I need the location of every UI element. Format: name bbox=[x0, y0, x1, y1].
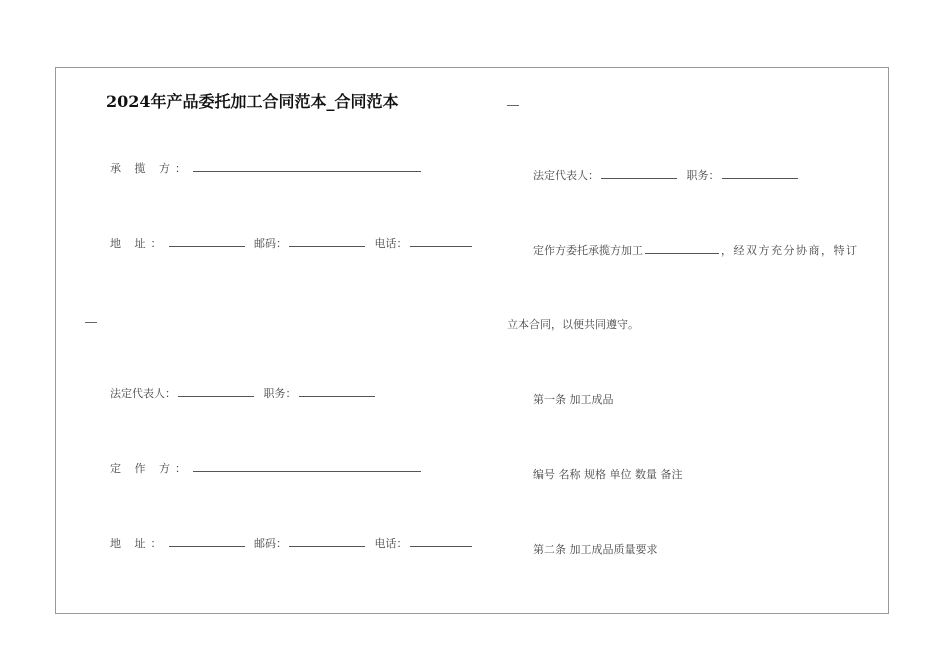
position-blank bbox=[722, 168, 798, 179]
phone2-label: 电话： bbox=[374, 537, 408, 550]
rep-blank bbox=[601, 168, 677, 179]
rep-label: 法定代表人： bbox=[110, 387, 176, 400]
article-1 bbox=[533, 393, 614, 407]
table-header-text: 编号 名称 规格 单位 数量 备注 bbox=[533, 468, 683, 481]
contractor-address-line bbox=[110, 236, 474, 251]
decorative-dash bbox=[85, 322, 97, 323]
address-blank bbox=[169, 236, 245, 247]
article-1-heading: 第一条 加工成品 bbox=[533, 393, 614, 406]
left-rep-line bbox=[110, 386, 377, 401]
contractor-label: 承 揽 方： bbox=[110, 162, 191, 175]
position-blank bbox=[299, 386, 375, 397]
postcode2-label: 邮码： bbox=[254, 537, 287, 550]
table-header bbox=[533, 468, 682, 482]
position-label: 职务： bbox=[686, 169, 720, 182]
orderer-address-line bbox=[110, 536, 474, 551]
decorative-dash bbox=[507, 105, 519, 106]
article-2 bbox=[533, 543, 658, 557]
postcode-label: 邮码： bbox=[254, 237, 287, 250]
intro-line-2 bbox=[507, 318, 639, 332]
address2-blank bbox=[169, 536, 245, 547]
phone2-blank bbox=[410, 536, 472, 547]
intro-text-b: ，经双方充分协商，特订 bbox=[721, 244, 859, 257]
orderer-label: 定 作 方： bbox=[110, 462, 191, 475]
address2-label: 地 址： bbox=[110, 537, 167, 550]
product-blank bbox=[645, 243, 719, 254]
position-label: 职务： bbox=[263, 387, 297, 400]
document-page bbox=[55, 67, 889, 614]
phone-label: 电话： bbox=[374, 237, 408, 250]
address-label: 地 址： bbox=[110, 237, 167, 250]
contractor-blank bbox=[193, 161, 421, 172]
postcode-blank bbox=[289, 236, 365, 247]
contractor-line bbox=[110, 161, 423, 176]
intro-text-c: 立本合同，以便共同遵守。 bbox=[507, 318, 639, 331]
right-rep-line bbox=[533, 168, 800, 183]
intro-text-a: 定作方委托承揽方加工 bbox=[533, 244, 643, 257]
rep-blank bbox=[178, 386, 254, 397]
postcode2-blank bbox=[289, 536, 365, 547]
phone-blank bbox=[410, 236, 472, 247]
intro-line bbox=[533, 243, 859, 258]
article-2-heading: 第二条 加工成品质量要求 bbox=[533, 543, 658, 556]
orderer-line bbox=[110, 461, 423, 476]
rep-label: 法定代表人： bbox=[533, 169, 599, 182]
orderer-blank bbox=[193, 461, 421, 472]
document-title: 2024年产品委托加工合同范本_合同范本 bbox=[106, 92, 399, 111]
